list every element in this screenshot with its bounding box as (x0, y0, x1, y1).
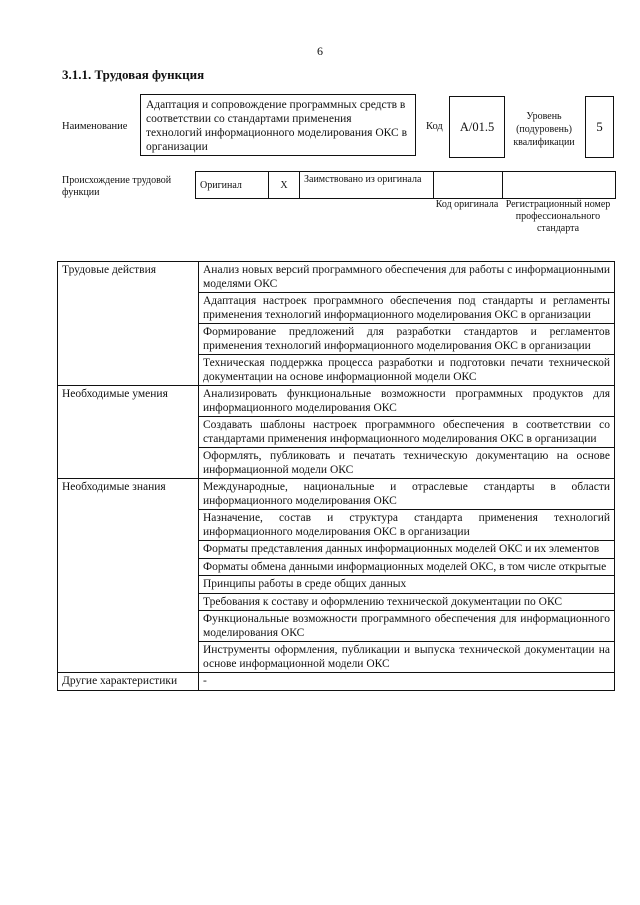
required-skills-item: Анализировать функциональные возможности программных продуктов для информационного моделирования ОКС (199, 386, 615, 417)
original-label: Оригинал (196, 172, 269, 199)
required-knowledge-item: Международные, национальные и отраслевые стандарты в области информационного моделирования ОКС (199, 479, 615, 510)
origin-label: Происхождение трудовой функции (62, 175, 172, 198)
function-name: Адаптация и сопровождение программных средств в соответствии со стандартами применения технологий информационного моделирования ОКС в организации (140, 94, 416, 156)
required-knowledge-item: Инструменты оформления, публикации и выпуска технической документации на основе информационной модели ОКС (199, 642, 615, 673)
function-code: A/01.5 (449, 96, 505, 158)
page-number: 6 (317, 44, 323, 58)
registration-number-caption: Регистрационный номер профессионального стандарта (505, 199, 611, 234)
other-characteristics-item: - (199, 673, 615, 691)
table-row (58, 479, 615, 510)
required-knowledge-item: Форматы представления данных информационных моделей ОКС и их элементов (199, 541, 615, 559)
origin-table (195, 171, 616, 199)
borrowed-label: Заимствовано из оригинала (300, 172, 434, 199)
required-knowledge-item: Назначение, состав и структура стандарта применения технологий информационного моделирования ОКС в организации (199, 510, 615, 541)
labor-actions-item: Формирование предложений для разработки стандартов и регламентов применения технологий информационного моделирования ОКС в организации (199, 324, 615, 355)
required-knowledge-item: Требования к составу и оформлению технической документации по ОКС (199, 593, 615, 611)
table-row (58, 386, 615, 417)
labor-actions-heading: Трудовые действия (58, 262, 199, 386)
registration-number-cell (503, 172, 616, 199)
required-knowledge-item: Принципы работы в среде общих данных (199, 576, 615, 594)
labor-actions-item: Адаптация настроек программного обеспечения под стандарты и регламенты применения технологий информационного моделирования ОКС в организации (199, 293, 615, 324)
function-details-table (57, 261, 615, 691)
code-label: Код (426, 121, 443, 132)
required-knowledge-heading: Необходимые знания (58, 479, 199, 673)
other-characteristics-heading: Другие характеристики (58, 673, 199, 691)
name-label: Наименование (62, 121, 128, 132)
table-row (58, 673, 615, 691)
section-title: 3.1.1. Трудовая функция (62, 67, 205, 82)
required-knowledge-item: Форматы обмена данными информационных моделей ОКС, в том числе открытые (199, 558, 615, 576)
original-mark: X (269, 172, 300, 199)
required-skills-item: Оформлять, публиковать и печатать техническую документацию на основе информационной модели ОКС (199, 448, 615, 479)
qualification-level: 5 (585, 96, 614, 158)
required-skills-item: Создавать шаблоны настроек программного обеспечения в соответствии со стандартами применения информационного моделирования ОКС в организации (199, 417, 615, 448)
required-knowledge-item: Функциональные возможности программного обеспечения для информационного моделирования ОКС (199, 611, 615, 642)
required-skills-heading: Необходимые умения (58, 386, 199, 479)
original-code-caption: Код оригинала (435, 199, 499, 210)
level-label: Уровень (подуровень) квалификации (513, 111, 575, 148)
labor-actions-item: Техническая поддержка процесса разработки и подготовки печати технической документации на основе информационной модели ОКС (199, 355, 615, 386)
original-code-cell (434, 172, 503, 199)
table-row (58, 262, 615, 293)
labor-actions-item: Анализ новых версий программного обеспечения для работы с информационными моделями ОКС (199, 262, 615, 293)
